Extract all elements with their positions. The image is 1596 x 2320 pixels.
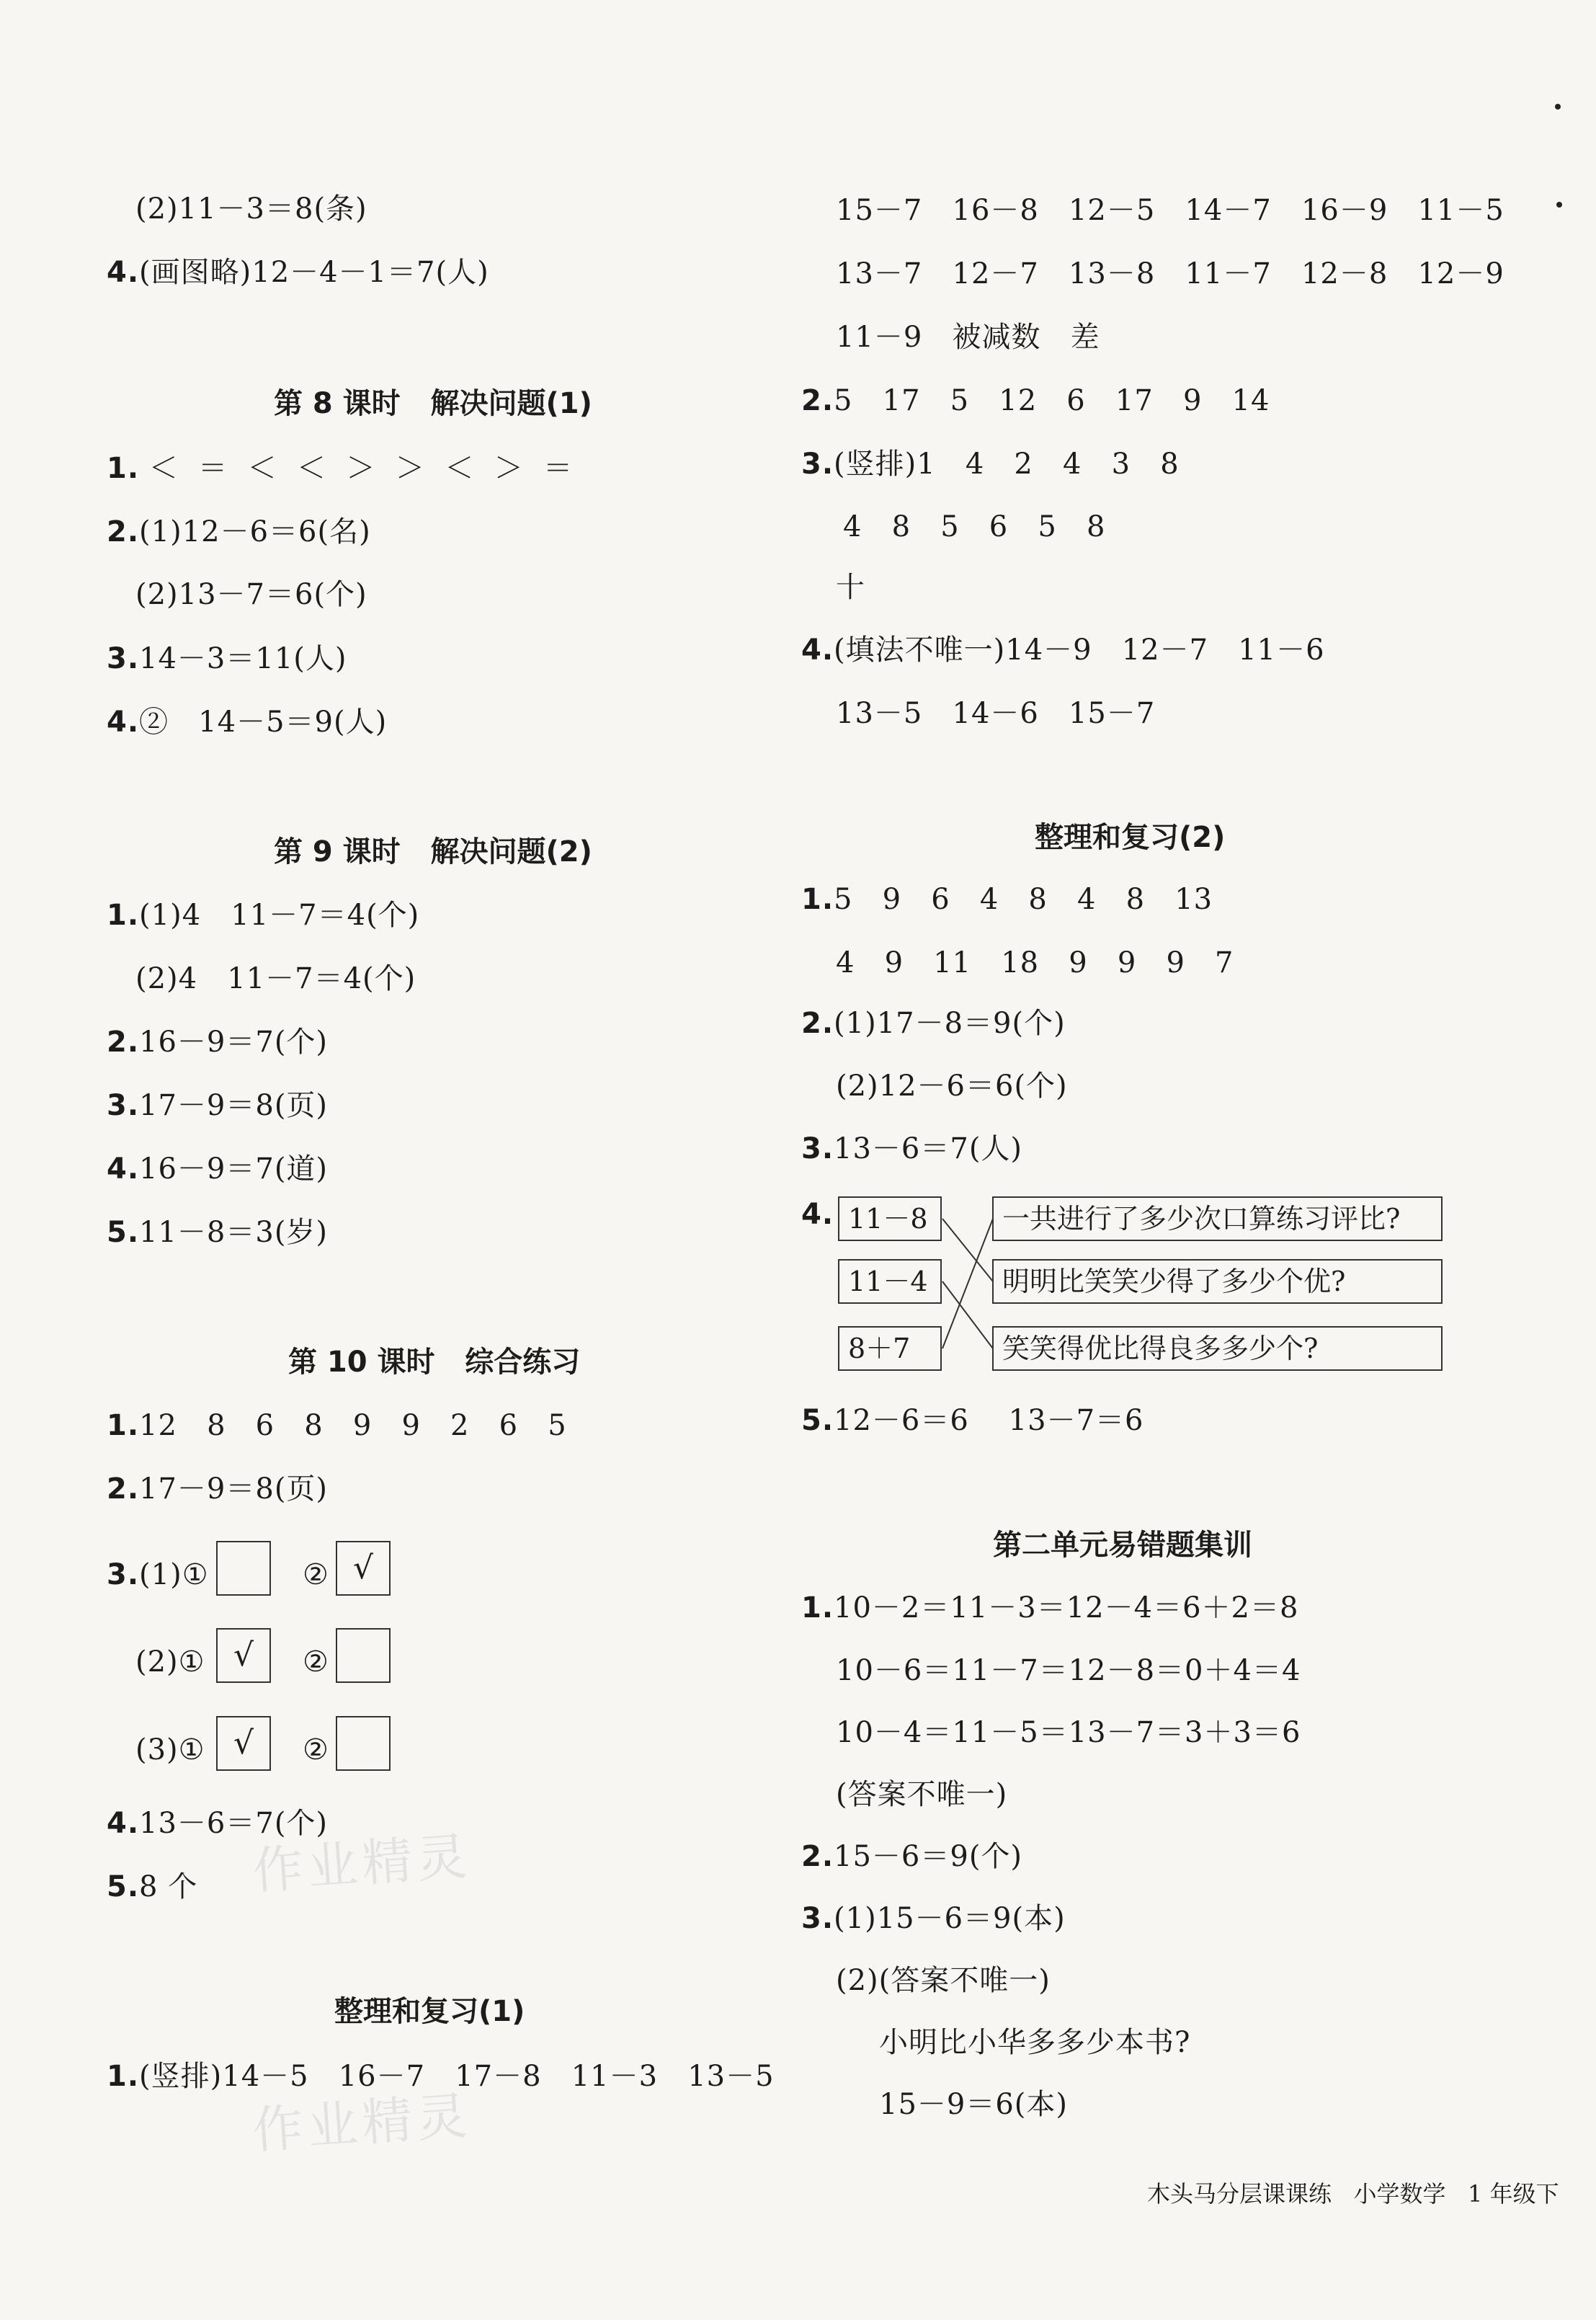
answer-line: 4 8 5 6 5 8 bbox=[843, 510, 1106, 543]
section-heading: 第 10 课时 综合练习 bbox=[288, 1346, 581, 1379]
answer-line: 1. ＜ ＝ ＜ ＜ ＞ ＞ ＜ ＞ ＝ bbox=[107, 452, 574, 485]
checkbox-empty bbox=[336, 1716, 391, 1771]
answer-line: 15－7 16－8 12－5 14－7 16－9 11－5 bbox=[836, 194, 1504, 227]
checkbox-checked: √ bbox=[216, 1628, 271, 1683]
match-left-box: 11－4 bbox=[838, 1259, 942, 1304]
page-footer: 木头马分层课课练 小学数学 1 年级下 bbox=[1147, 2180, 1559, 2208]
answer-line: 4.(画图略)12－4－1＝7(人) bbox=[107, 256, 489, 289]
checkbox-checked: √ bbox=[336, 1541, 391, 1596]
answer-line: 4 9 11 18 9 9 9 7 bbox=[836, 946, 1234, 979]
checkbox-empty bbox=[216, 1541, 271, 1596]
answer-line: 3.(1)① bbox=[107, 1558, 209, 1591]
section-heading: 整理和复习(2) bbox=[1035, 821, 1226, 854]
answer-line: (2)13－7＝6(个) bbox=[135, 578, 367, 611]
answer-line: 3.13－6＝7(人) bbox=[801, 1132, 1023, 1165]
answer-line: 13－7 12－7 13－8 11－7 12－8 12－9 bbox=[836, 257, 1504, 290]
answer-line: 2.16－9＝7(个) bbox=[107, 1026, 329, 1059]
answer-line: 十 bbox=[836, 571, 865, 604]
answer-line: 1.10－2＝11－3＝12－4＝6＋2＝8 bbox=[801, 1591, 1299, 1625]
answer-line: 小明比小华多多少本书? bbox=[879, 2026, 1191, 2059]
match-line bbox=[942, 1219, 993, 1281]
match-line bbox=[942, 1281, 993, 1348]
answer-line: 2.(1)12－6＝6(名) bbox=[107, 515, 371, 548]
match-right-box: 明明比笑笑少得了多少个优? bbox=[992, 1259, 1443, 1304]
match-right-box: 笑笑得优比得良多多少个? bbox=[992, 1326, 1443, 1371]
answer-line: 10－6＝11－7＝12－8＝0＋4＝4 bbox=[836, 1654, 1301, 1687]
corner-dot bbox=[1556, 202, 1562, 208]
answer-line: 4.② 14－5＝9(人) bbox=[107, 706, 388, 739]
match-left-box: 8＋7 bbox=[838, 1326, 942, 1371]
answer-line: (2)12－6＝6(个) bbox=[836, 1070, 1068, 1103]
answer-line: 13－5 14－6 15－7 bbox=[836, 697, 1156, 730]
answer-line: 2.(1)17－8＝9(个) bbox=[801, 1007, 1066, 1040]
answer-line: 3.17－9＝8(页) bbox=[107, 1089, 329, 1122]
answer-line: 3.(竖排)1 4 2 4 3 8 bbox=[801, 448, 1180, 481]
answer-line: 4.13－6＝7(个) bbox=[107, 1807, 329, 1840]
answer-line: 3.(1)15－6＝9(本) bbox=[801, 1902, 1066, 1935]
answer-line: 2.5 17 5 12 6 17 9 14 bbox=[801, 384, 1270, 417]
answer-line: 1.(竖排)14－5 16－7 17－8 11－3 13－5 bbox=[107, 2060, 775, 2093]
answer-line: ② bbox=[303, 1645, 329, 1679]
answer-line: (2)4 11－7＝4(个) bbox=[135, 962, 416, 995]
checkbox-empty bbox=[336, 1628, 391, 1683]
answer-line: 2.15－6＝9(个) bbox=[801, 1840, 1023, 1873]
answer-line: 4. bbox=[801, 1198, 834, 1231]
answer-line: (3)① bbox=[135, 1733, 205, 1766]
corner-dot bbox=[1555, 104, 1561, 110]
answer-line: (2)(答案不唯一) bbox=[836, 1964, 1051, 1997]
answer-line: 5.8 个 bbox=[107, 1870, 198, 1903]
answer-line: ② bbox=[303, 1733, 329, 1766]
match-right-box: 一共进行了多少次口算练习评比? bbox=[992, 1196, 1443, 1241]
answer-line: 15－9＝6(本) bbox=[879, 2088, 1069, 2121]
answer-line: 11－9 被减数 差 bbox=[836, 321, 1100, 354]
answer-line: 5.12－6＝6 13－7＝6 bbox=[801, 1404, 1144, 1437]
answer-line: 2.17－9＝8(页) bbox=[107, 1472, 329, 1506]
answer-line: 3.14－3＝11(人) bbox=[107, 642, 347, 675]
watermark: 作业精灵 bbox=[250, 2086, 473, 2161]
match-lines bbox=[937, 1189, 1002, 1384]
answer-line: ② bbox=[303, 1558, 329, 1591]
match-line bbox=[942, 1219, 993, 1348]
answer-line: 1.5 9 6 4 8 4 8 13 bbox=[801, 883, 1213, 916]
answer-line: 4.(填法不唯一)14－9 12－7 11－6 bbox=[801, 634, 1325, 667]
section-heading: 整理和复习(1) bbox=[334, 1995, 525, 2028]
answer-line: (2)11－3＝8(条) bbox=[135, 192, 367, 226]
answer-line: 4.16－9＝7(道) bbox=[107, 1152, 329, 1186]
answer-line: 1.(1)4 11－7＝4(个) bbox=[107, 899, 420, 932]
watermark: 作业精灵 bbox=[250, 1826, 473, 1901]
answer-line: 5.11－8＝3(岁) bbox=[107, 1216, 329, 1249]
checkbox-checked: √ bbox=[216, 1716, 271, 1771]
match-left-box: 11－8 bbox=[838, 1196, 942, 1241]
section-heading: 第 8 课时 解决问题(1) bbox=[274, 387, 592, 420]
section-heading: 第二单元易错题集训 bbox=[993, 1529, 1252, 1562]
answer-line: 1.12 8 6 8 9 9 2 6 5 bbox=[107, 1409, 567, 1442]
answer-line: (2)① bbox=[135, 1645, 205, 1679]
answer-line: (答案不唯一) bbox=[836, 1778, 1008, 1811]
answer-line: 10－4＝11－5＝13－7＝3＋3＝6 bbox=[836, 1716, 1301, 1749]
section-heading: 第 9 课时 解决问题(2) bbox=[274, 835, 592, 868]
